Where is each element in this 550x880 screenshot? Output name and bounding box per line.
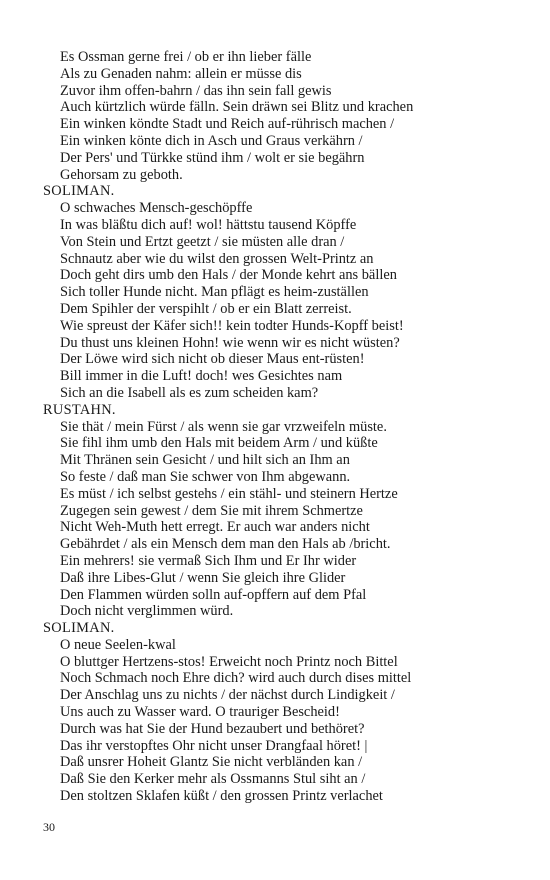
verse-line: Dem Spihler der verspihlt / ob er ein Blatt zerreist. xyxy=(60,300,352,317)
verse-line: Sie fihl ihm umb den Hals mit beidem Arm / und küßte xyxy=(60,435,378,452)
verse-line: Sich toller Hunde nicht. Man pflägt es heim-zuställen xyxy=(60,284,369,301)
verse-line: Gebährdet / als ein Mensch dem man den Hals ab /bricht. xyxy=(60,536,391,553)
verse-line: Nicht Weh-Muth hett erregt. Er auch war anders nicht xyxy=(60,519,370,536)
speaker-name: RUSTAHN. xyxy=(43,401,116,418)
verse-line: Den Flammen würden solln auf-opffern auf dem Pfal xyxy=(60,586,367,603)
speaker-name: SOLIMAN. xyxy=(43,183,115,200)
verse-line: Sich an die Isabell als es zum scheiden kam? xyxy=(60,384,319,401)
verse-line: Als zu Genaden nahm: allein er müsse dis xyxy=(60,65,302,82)
verse-line: Uns auch zu Wasser ward. O trauriger Bescheid! xyxy=(60,704,340,721)
poem-text-block xyxy=(43,49,513,805)
verse-line: Den stoltzen Sklafen küßt / den grossen Printz verlachet xyxy=(60,788,383,805)
verse-line: Zugegen sein gewest / dem Sie mit ihrem Schmertze xyxy=(60,502,363,519)
verse-line: Doch nicht verglimmen würd. xyxy=(60,603,234,620)
verse-line: Gehorsam zu geboth. xyxy=(60,166,183,183)
verse-line: Ein winken könte dich in Asch und Graus verkährn / xyxy=(60,132,363,149)
verse-line: Ein winken köndte Stadt und Reich auf-rührisch machen / xyxy=(60,116,395,133)
verse-line: Das ihr verstopftes Ohr nicht unser Drangfaal höret! | xyxy=(60,737,368,754)
verse-line: Wie spreust der Käfer sich!! kein todter Hunds-Kopff beist! xyxy=(60,317,404,334)
verse-line: Schnautz aber wie du wilst den grossen Welt-Printz an xyxy=(60,250,374,267)
verse-line: In was bläßtu dich auf! wol! hättstu tausend Köpffe xyxy=(60,216,357,233)
verse-line: Bill immer in die Luft! doch! wes Gesichtes nam xyxy=(60,368,343,385)
verse-line: Zuvor ihm offen-bahrn / das ihn sein fall gewis xyxy=(60,82,332,99)
verse-line: Es Ossman gerne frei / ob er ihn lieber fälle xyxy=(60,49,312,65)
verse-line: Daß unsrer Hoheit Glantz Sie nicht verbländen kan / xyxy=(60,754,363,771)
verse-line: O bluttger Hertzens-stos! Erweicht noch Printz noch Bittel xyxy=(60,653,398,670)
verse-line: Der Anschlag uns zu nichts / der nächst durch Lindigkeit / xyxy=(60,687,395,704)
verse-line: Auch kürtzlich würde fälln. Sein dräwn sei Blitz und krachen xyxy=(60,99,414,116)
verse-line: Doch geht dirs umb den Hals / der Monde kehrt ans bällen xyxy=(60,267,397,284)
verse-line: Daß ihre Libes-Glut / wenn Sie gleich ihre Glider xyxy=(60,569,346,586)
verse-line: Von Stein und Ertzt geetzt / sie müsten alle dran / xyxy=(60,233,345,250)
verse-line: Noch Schmach noch Ehre dich? wird auch durch dises mittel xyxy=(60,670,412,687)
verse-line: Daß Sie den Kerker mehr als Ossmanns Stul siht an / xyxy=(60,771,366,788)
verse-line: Es müst / ich selbst gestehs / ein stähl- und steinern Hertze xyxy=(60,485,398,502)
verse-line: O neue Seelen-kwal xyxy=(60,636,176,653)
verse-line: Mit Thränen sein Gesicht / und hilt sich an Ihm an xyxy=(60,452,350,469)
verse-line: Der Pers' und Türkke stünd ihm / wolt er sie begährn xyxy=(60,149,365,166)
verse-line: Der Löwe wird sich nicht ob dieser Maus ent-rüsten! xyxy=(60,351,365,368)
verse-line: Ein mehrers! sie vermaß Sich Ihm und Er Ihr wider xyxy=(60,552,357,569)
verse-line: Durch was hat Sie der Hund bezaubert und bethöret? xyxy=(60,720,365,737)
verse-line: Du thust uns kleinen Hohn! wie wenn wir es nicht wüsten? xyxy=(60,334,400,351)
speaker-name: SOLIMAN. xyxy=(43,620,115,637)
verse-line: Sie thät / mein Fürst / als wenn sie gar vrzweifeln müste. xyxy=(60,418,387,435)
verse-line: So feste / daß man Sie schwer von Ihm abgewann. xyxy=(60,468,351,485)
verse-line: O schwaches Mensch-geschöpffe xyxy=(60,200,253,217)
page-number: 30 xyxy=(43,820,55,834)
